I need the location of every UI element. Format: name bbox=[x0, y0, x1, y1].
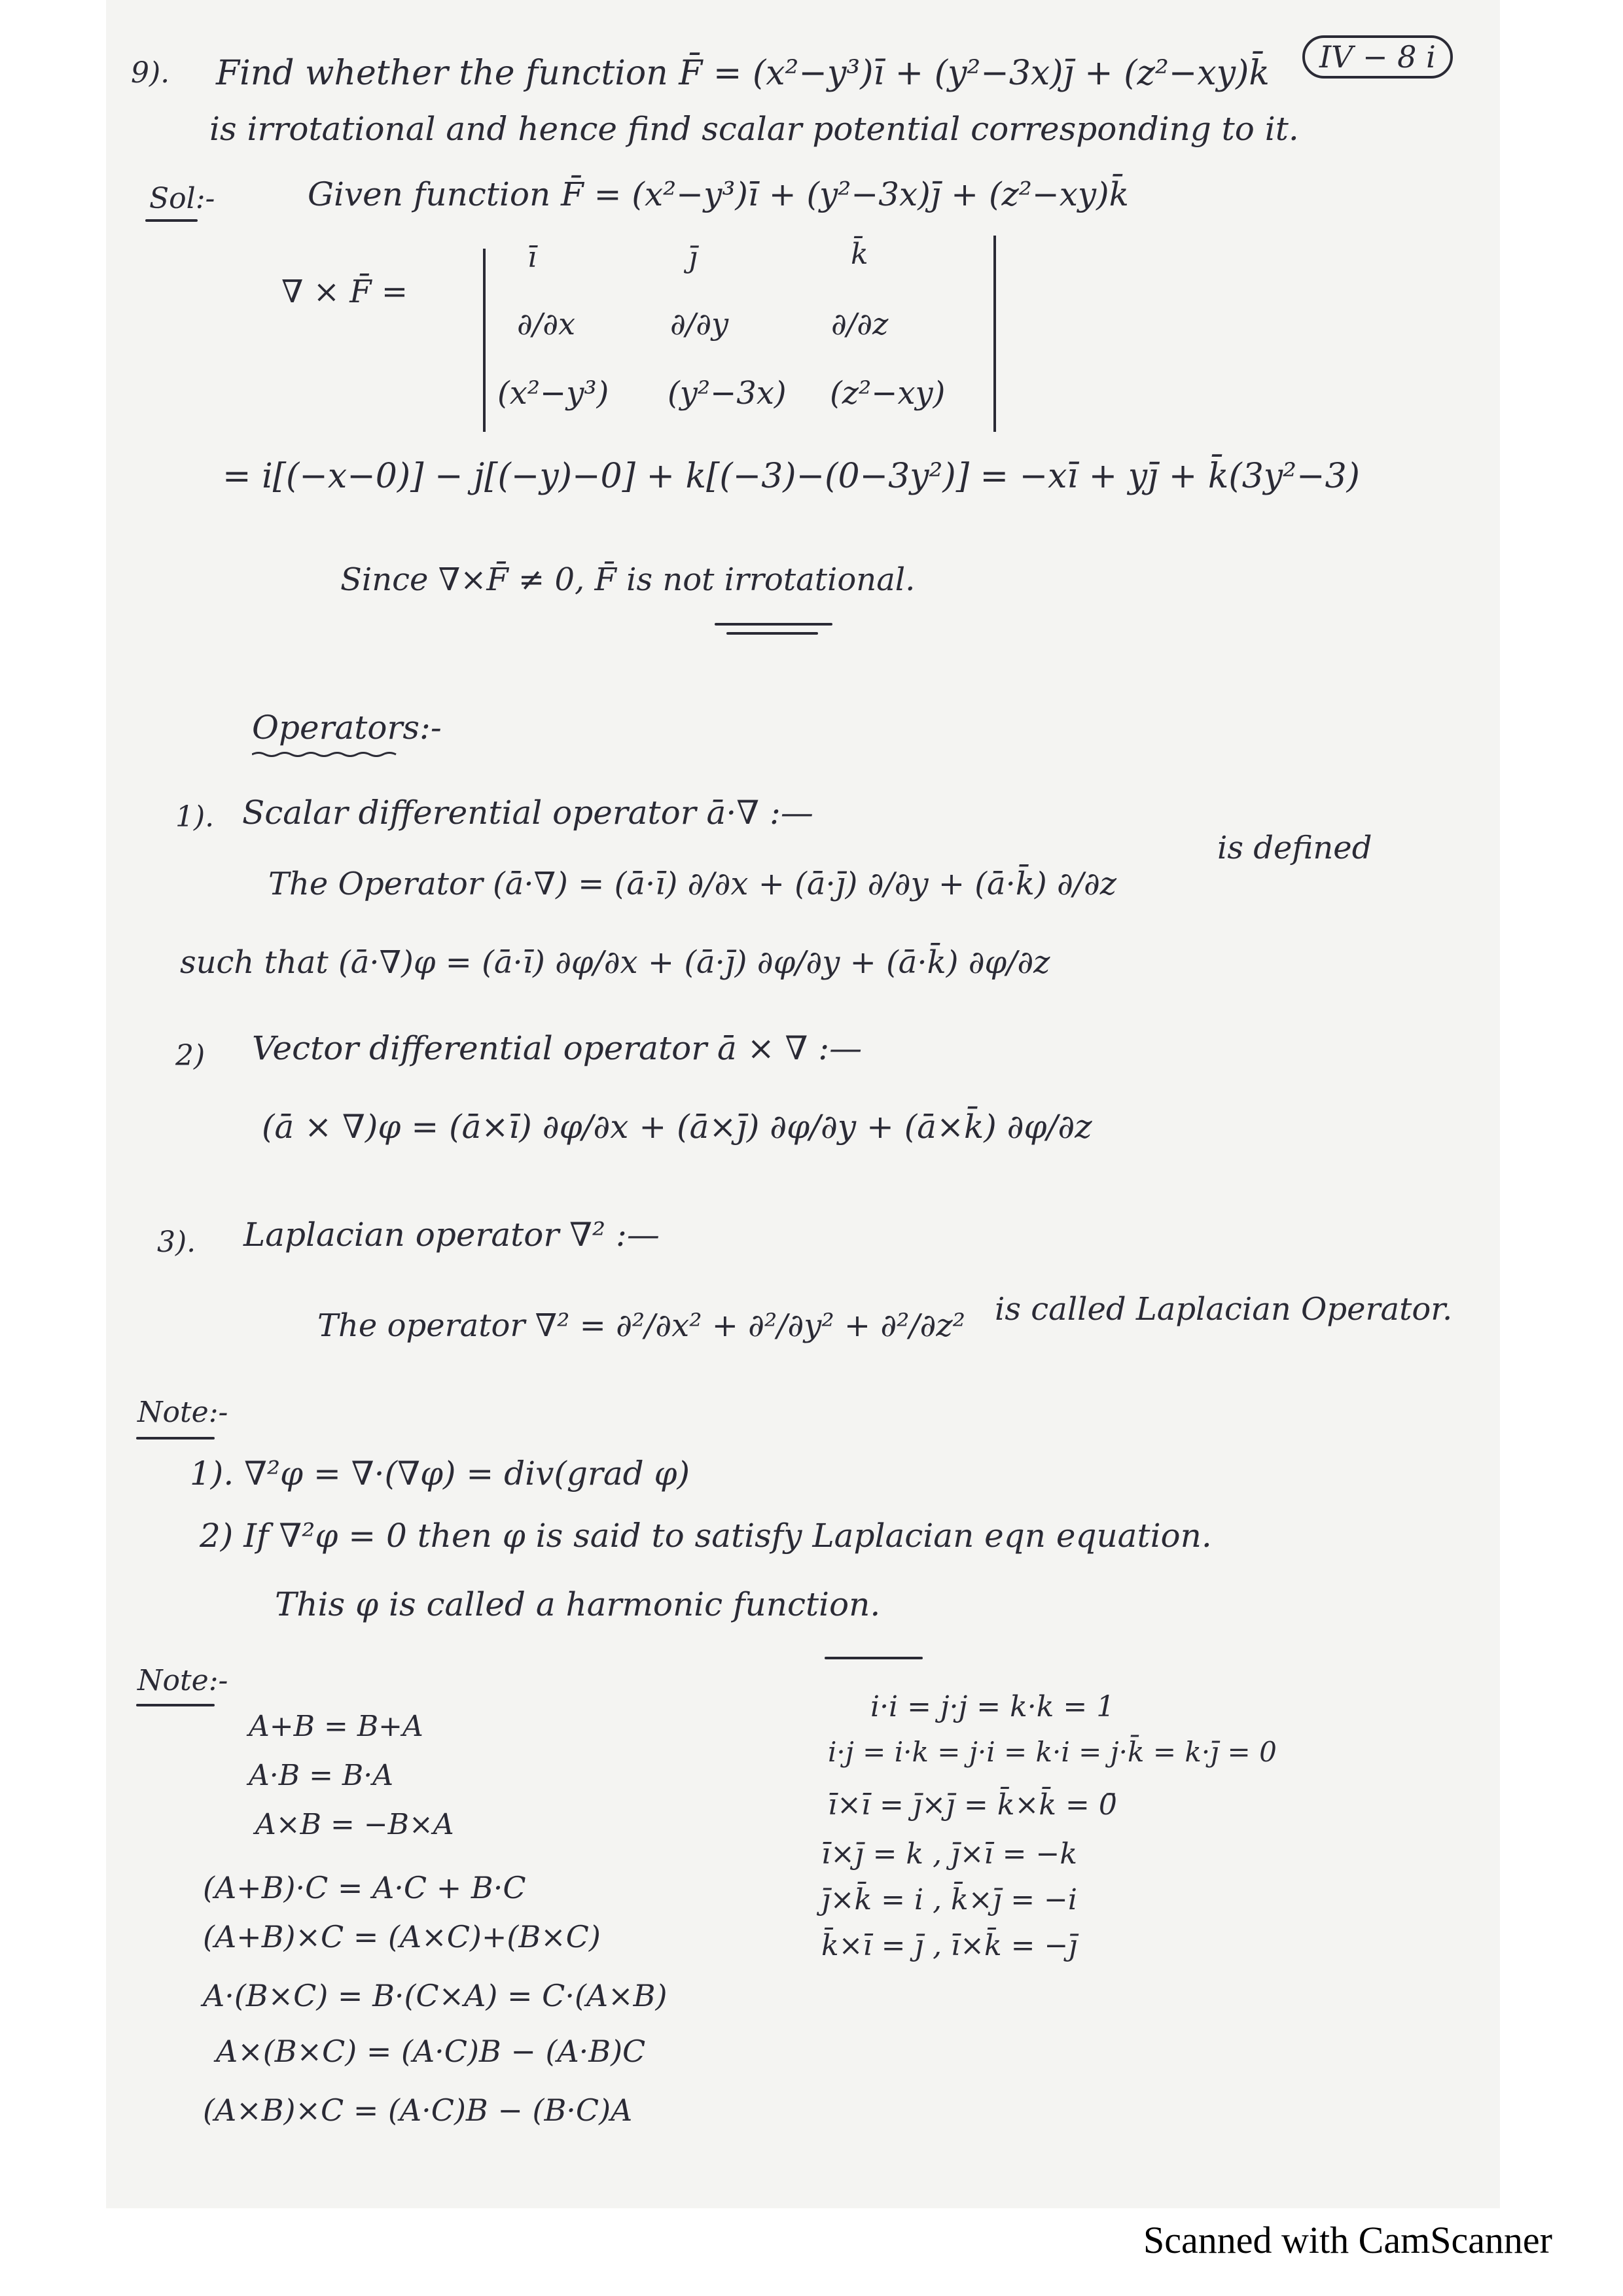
identity-left-6: A·(B×C) = B·(C×A) = C·(A×B) bbox=[203, 1978, 668, 2013]
scanner-watermark: Scanned with CamScanner bbox=[1143, 2219, 1552, 2261]
operator-1-line2: such that (ā·∇)φ = (ā·ī) ∂φ/∂x + (ā·j̄) ∂φ/∂y + (ā·k̄) ∂φ/∂z bbox=[180, 944, 1050, 981]
det-row3-p: (x²−y³) bbox=[497, 375, 609, 412]
det-row3-q: (y²−3x) bbox=[668, 375, 787, 412]
operator-2-title: Vector differential operator ā × ∇ :— bbox=[252, 1029, 863, 1067]
note-2-label: Note:- bbox=[137, 1664, 228, 1697]
note-2-underline bbox=[136, 1704, 215, 1706]
question-tag: IV − 8 i bbox=[1302, 35, 1453, 79]
det-row1-k: k̄ bbox=[851, 238, 868, 271]
note-1-label: Note:- bbox=[137, 1396, 228, 1429]
identity-left-7: A×(B×C) = (A·C)B − (A·B)C bbox=[216, 2034, 646, 2069]
operators-heading: Operators:- bbox=[252, 709, 442, 747]
problem-number: 9). bbox=[131, 56, 170, 90]
given-function: Given function F̄ = (x²−y³)ī + (y²−3x)j̄ + (z²−xy)k̄ bbox=[308, 175, 1129, 213]
operators-heading-underline bbox=[252, 751, 402, 758]
operator-1-title: Scalar differential operator ā·∇ :— bbox=[242, 794, 813, 832]
operator-1-num: 1). bbox=[175, 800, 215, 834]
identity-right-5: j̄×k̄ = i , k̄×j̄ = −i bbox=[821, 1883, 1077, 1916]
det-row1-j: j̄ bbox=[688, 241, 698, 274]
operator-3-title: Laplacian operator ∇² :— bbox=[243, 1216, 660, 1254]
identity-right-4: ī×j̄ = k , j̄×ī = −k bbox=[821, 1837, 1077, 1871]
operator-2-line1: (ā × ∇)φ = (ā×ī) ∂φ/∂x + (ā×j̄) ∂φ/∂y + (ā×k̄) ∂φ/∂z bbox=[262, 1108, 1092, 1146]
det-row2-dx: ∂/∂x bbox=[517, 306, 576, 342]
curl-conclusion: Since ∇×F̄ ≠ 0, F̄ is not irrotational. bbox=[340, 561, 916, 598]
solution-label-underline bbox=[145, 219, 198, 222]
operator-3-line1-suffix: is called Laplacian Operator. bbox=[995, 1291, 1453, 1328]
section-divider-1 bbox=[715, 623, 832, 626]
det-row2-dy: ∂/∂y bbox=[670, 306, 729, 342]
identity-left-1: A+B = B+A bbox=[249, 1710, 423, 1743]
identity-left-3: A×B = −B×A bbox=[255, 1808, 454, 1841]
det-row3-r: (z²−xy) bbox=[830, 375, 946, 412]
operator-3-line1: The operator ∇² = ∂²/∂x² + ∂²/∂y² + ∂²/∂z² bbox=[317, 1307, 965, 1344]
identity-left-5: (A+B)×C = (A×C)+(B×C) bbox=[203, 1919, 601, 1954]
problem-line-2: is irrotational and hence find scalar potential corresponding to it. bbox=[209, 110, 1299, 148]
determinant-right-bar bbox=[993, 236, 996, 432]
note-1-item-2: 2) If ∇²φ = 0 then φ is said to satisfy Laplacian eqn equation. bbox=[200, 1517, 1212, 1555]
curl-expansion: = i[(−x−0)] − j[(−y)−0] + k[(−3)−(0−3y²)] = −xī + yj̄ + k̄(3y²−3) bbox=[223, 457, 1360, 496]
operator-2-num: 2) bbox=[175, 1039, 205, 1072]
curl-lhs: ∇ × F̄ = bbox=[281, 274, 408, 310]
det-row1-i: ī bbox=[527, 241, 537, 274]
identity-left-2: A·B = B·A bbox=[249, 1759, 394, 1792]
identity-right-2: i·j = i·k = j·i = k·i = j·k̄ = k·j̄ = 0 bbox=[828, 1736, 1277, 1768]
identity-right-6: k̄×ī = j̄ , ī×k̄ = −j̄ bbox=[821, 1929, 1077, 1962]
identity-right-1: i·i = j·j = k·k = 1 bbox=[870, 1690, 1115, 1723]
section-divider-1b bbox=[726, 632, 818, 635]
operator-3-num: 3). bbox=[157, 1226, 196, 1259]
det-row2-dz: ∂/∂z bbox=[831, 306, 889, 342]
determinant-left-bar bbox=[483, 249, 486, 432]
operator-1-line1: The Operator (ā·∇) = (ā·ī) ∂/∂x + (ā·j̄) ∂/∂y + (ā·k̄) ∂/∂z bbox=[268, 866, 1117, 902]
note-1-item-1: 1). ∇²φ = ∇·(∇φ) = div(grad φ) bbox=[190, 1455, 690, 1492]
problem-line-1: Find whether the function F̄ = (x²−y³)ī + (y²−3x)j̄ + (z²−xy)k̄ bbox=[216, 54, 1270, 93]
operator-1-line1-suffix: is defined bbox=[1217, 830, 1372, 866]
identity-right-3: ī×ī = j̄×j̄ = k̄×k̄ = 0̄ bbox=[828, 1788, 1117, 1822]
identity-left-8: (A×B)×C = (A·C)B − (B·C)A bbox=[203, 2093, 633, 2128]
identity-left-4: (A+B)·C = A·C + B·C bbox=[203, 1870, 526, 1905]
section-divider-2 bbox=[825, 1657, 923, 1659]
note-1-underline bbox=[136, 1437, 215, 1439]
note-1-item-3: This φ is called a harmonic function. bbox=[275, 1585, 881, 1623]
solution-label: Sol:- bbox=[149, 182, 215, 215]
